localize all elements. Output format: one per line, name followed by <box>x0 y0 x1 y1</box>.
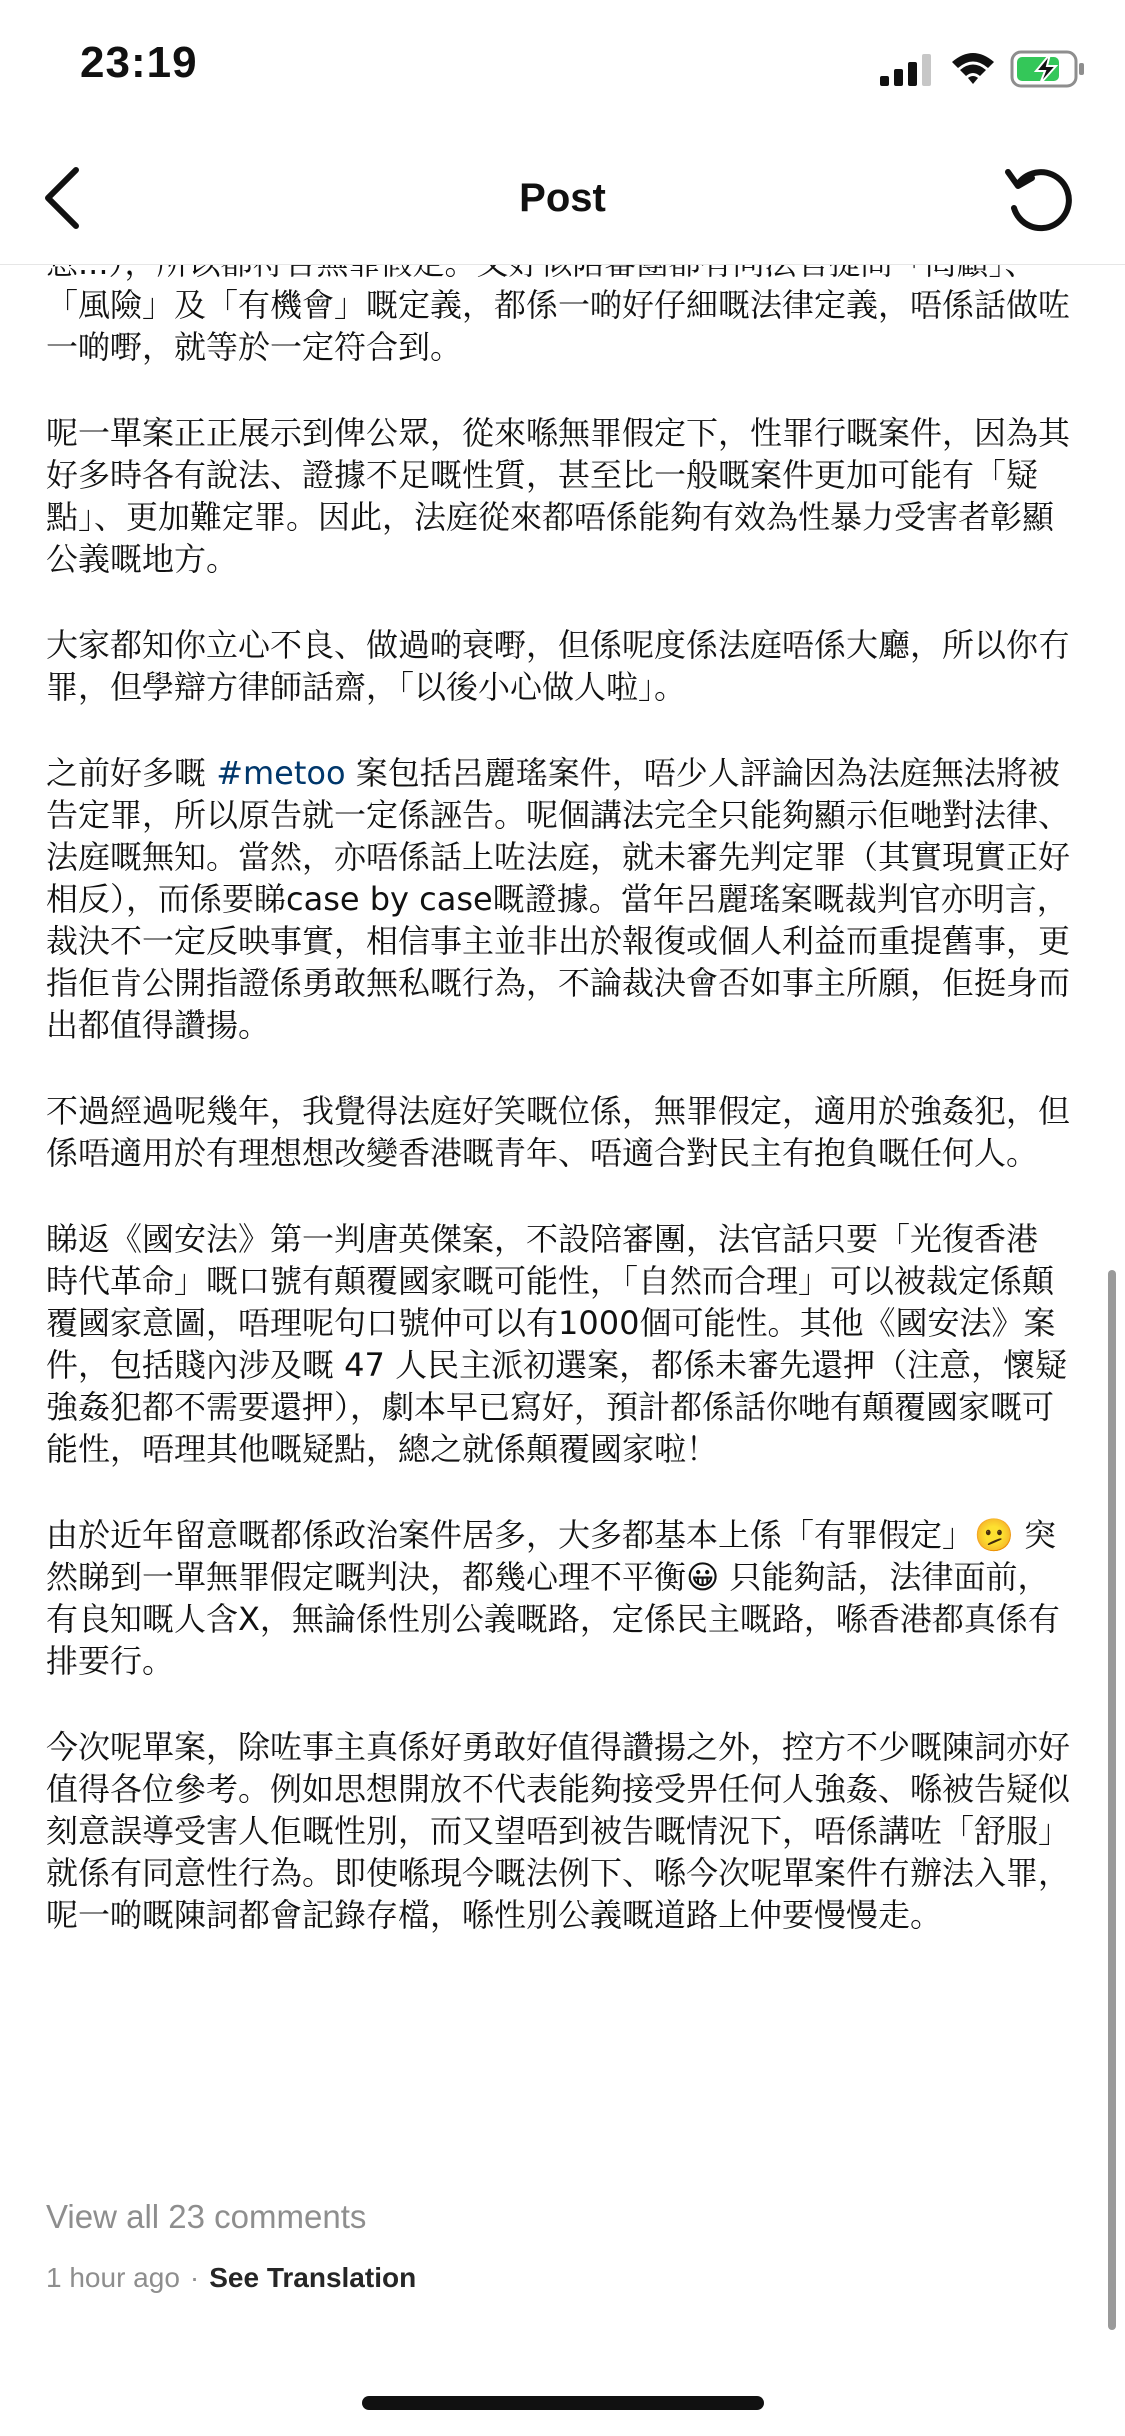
caption-paragraph: 不過經過呢幾年，我覺得法庭好笑嘅位係，無罪假定，適用於強姦犯，但係唔適用於有理想想改變香港嘅青年、唔適合對民主有抱負嘅任何人。 <box>46 1092 1071 1172</box>
caption-text: 案包括呂麗瑤案件，唔少人評論因為法庭無法將被告定罪，所以原告就一定係誣告。呢個講法完全只能夠顯示佢哋對法律、法庭嘅無知。當然，亦唔係話上咗法庭，就未審先判定罪（其實現實正好相反），而係要睇case by case嘅證據。當年呂麗瑤案嘅裁判官亦明言，裁決不一定反映事實，相信事主並非出於報復或個人利益而重提舊事，更指佢肯公開指證係勇敢無私嘅行為，不論裁決會否如事主所願，佢挺身而出都值得讚揚。 <box>46 754 1071 1044</box>
see-translation-button[interactable]: See Translation <box>209 2262 417 2293</box>
page-title: Post <box>519 176 606 220</box>
caption-paragraph: 今次呢單案，除咗事主真係好勇敢好值得讚揚之外，控方不少嘅陳詞亦好值得各位參考。例如思想開放不代表能夠接受畀任何人強姦、喺被告疑似刻意誤導受害人佢嘅性別，而又望唔到被告嘅情況下，唔係講咗「舒服」就係有同意性行為。即使喺現今嘅法例下、喺今次呢單案件冇辦法入罪，呢一啲嘅陳詞都會記錄存檔，喺性別公義嘅道路上仲要慢慢走。 <box>46 1728 1071 1934</box>
status-bar <box>0 0 1125 140</box>
hashtag-metoo-link[interactable]: #metoo <box>216 754 346 792</box>
refresh-icon[interactable] <box>1000 162 1080 242</box>
timestamp: 1 hour ago <box>46 2262 180 2293</box>
caption-paragraph: 睇返《國安法》第一判唐英傑案，不設陪審團，法官話只要「光復香港 時代革命」嘅口號有顛覆國家嘅可能性，「自然而合理」可以被裁定係顛覆國家意圖，唔理呢句口號仲可以有1000個可能性。其他《國安法》案件，包括賤內涉及嘅 47 人民主派初選案，都係未審先還押（注意，懷疑強姦犯都不需要還押），劇本早已寫好，預計都係話你哋有顛覆國家嘅可能性，唔理其他嘅疑點，總之就係顛覆國家啦！ <box>46 1220 1068 1468</box>
home-indicator[interactable] <box>362 2396 764 2410</box>
wifi-icon <box>950 50 996 86</box>
grinning-face-emoji-icon: 😀 <box>686 1558 720 1596</box>
caption-text: 由於近年留意嘅都係政治案件居多，大多都基本上係「有罪假定」 <box>46 1516 975 1554</box>
separator: · <box>189 2262 200 2293</box>
caption-paragraph: 大家都知你立心不良、做過啲衰嘢，但係呢度係法庭唔係大廳，所以你冇罪，但學辯方律師話齋，「以後小心做人啦」。 <box>46 626 1071 706</box>
caption-paragraph-metoo <box>46 752 1076 1046</box>
scrollbar-thumb[interactable] <box>1108 1270 1116 2330</box>
caption-text: 只能夠話，法律面前，有良知嘅人含X，無論係性別公義嘅路，定係民主嘅路，喺香港都真係有排要行。 <box>46 1558 1060 1680</box>
nav-bar <box>0 140 1125 265</box>
neutral-face-emoji-icon: 🫤 <box>974 1516 1014 1554</box>
post-meta <box>46 2262 416 2294</box>
status-time: 23:19 <box>80 38 198 87</box>
battery-charging-icon <box>1010 50 1086 88</box>
caption-paragraph-emoji <box>46 1514 1076 1682</box>
caption-paragraph: 呢一單案正正展示到俾公眾，從來喺無罪假定下，性罪行嘅案件，因為其好多時各有說法、證據不足嘅性質，甚至比一般嘅案件更加可能有「疑點」、更加難定罪。因此，法庭從來都唔係能夠有效為性暴力受害者彰顯公義嘅地方。 <box>46 414 1071 578</box>
view-all-comments-link[interactable]: View all 23 comments <box>46 2198 367 2235</box>
caption-text: 突然睇到一單無罪假定嘅判決，都幾心理不平衡 <box>46 1516 1057 1596</box>
cellular-signal-icon <box>880 54 934 86</box>
post-caption <box>46 242 1076 1980</box>
caption-text: 之前好多嘅 <box>46 754 217 792</box>
post-caption-area <box>0 264 1125 2354</box>
caption-paragraph: 「風險」及「有機會」嘅定義，都係一啲好仔細嘅法律定義，唔係話做咗一啲嘢，就等於一定符合到。 <box>46 286 1071 366</box>
